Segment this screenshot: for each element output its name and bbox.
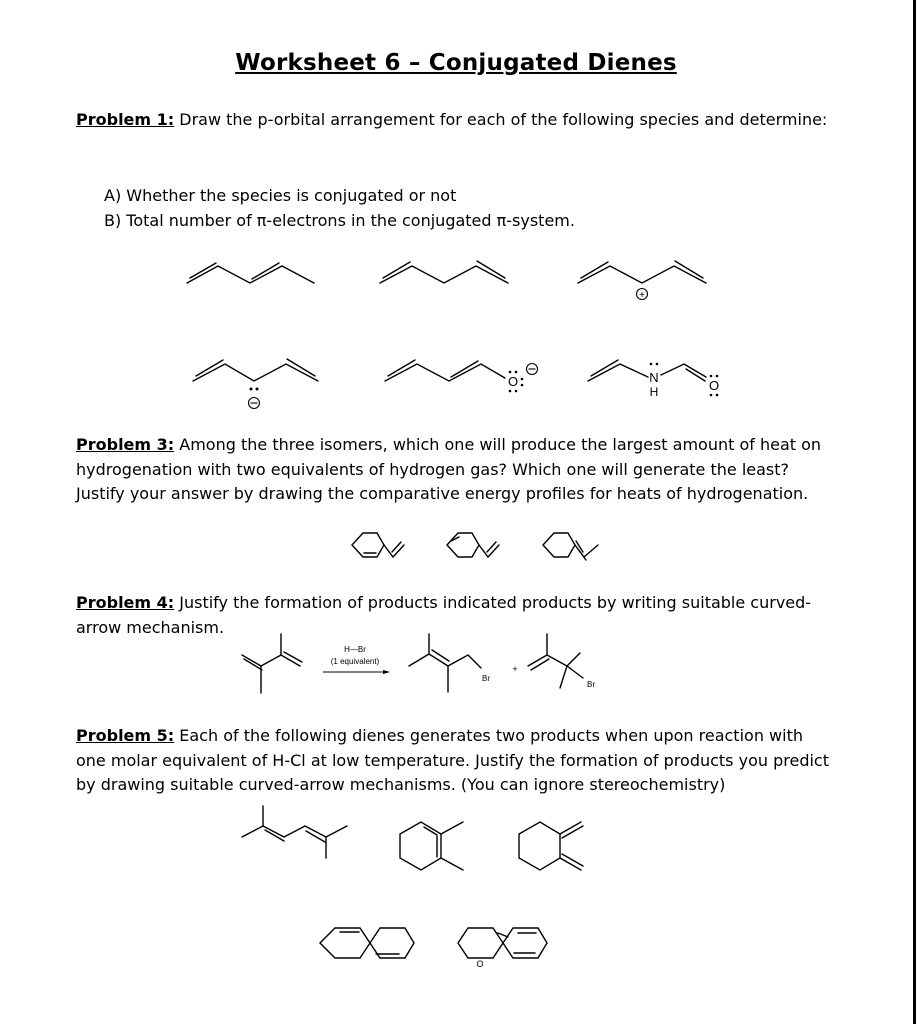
- p3-isomer-2: [447, 533, 499, 557]
- p3-isomer-1: [352, 533, 404, 557]
- p5-diene-3: [519, 822, 583, 870]
- p3-isomer-3: [543, 533, 598, 560]
- p5-diene-2: [400, 822, 463, 870]
- p1-structure-6: [588, 360, 719, 399]
- problem-5-label: Problem 5:: [76, 726, 175, 745]
- ring-oxygen-atom: O: [476, 959, 484, 969]
- p4-product-2: [528, 634, 595, 689]
- problem-1-item-b: B) Total number of π-electrons in the conjugated π-system.: [104, 211, 575, 230]
- problem-3-text: Among the three isomers, which one will produce the largest amount of heat on hydrogenation with two equivalents of hydrogen gas? Which one will generate the least? Justify your answer by drawing the comparative energy profiles for heats of hydrogenation.: [76, 435, 822, 503]
- bromine-label-1: Br: [482, 674, 490, 683]
- p5-diene-1: [242, 806, 347, 858]
- reaction-arrow-icon: [383, 670, 390, 674]
- p1-structure-5: [385, 360, 538, 392]
- problem-5-text: Each of the following dienes generates two products when upon reaction with one molar equivalent of H-Cl at low temperature. Justify the formation of products you predict by drawing suitable curved-arrow mechanisms. (You can ignore stereochemistry): [76, 726, 829, 794]
- p1-structure-4: [193, 359, 318, 409]
- p1-structure-2: [380, 261, 508, 283]
- reagent-equivalent: (1 equivalent): [330, 657, 380, 666]
- plus-sign-p4: +: [512, 664, 518, 674]
- p1-structure-1: [187, 263, 314, 283]
- p4-reagent: [323, 645, 390, 674]
- p4-reactant: [242, 634, 302, 693]
- p1-structure-3: [578, 261, 706, 301]
- problem-1-label: Problem 1:: [76, 110, 175, 129]
- problem-3-label: Problem 3:: [76, 435, 175, 454]
- problem-1-item-a: A) Whether the species is conjugated or not: [104, 186, 457, 205]
- oxygen-atom: O: [507, 374, 519, 389]
- plus-sign: +: [639, 290, 645, 301]
- problem-1-text: Draw the p-orbital arrangement for each of the following species and determine:: [179, 110, 828, 129]
- p4-product-1: [409, 634, 490, 692]
- p5-diene-4: [320, 928, 414, 958]
- bromine-label-2: Br: [587, 680, 595, 689]
- nitrogen-atom: N: [649, 370, 659, 385]
- page-title: Worksheet 6 – Conjugated Dienes: [235, 50, 677, 76]
- reagent-hbr: H—Br: [344, 645, 366, 654]
- problem-4-label: Problem 4:: [76, 593, 175, 612]
- problem-4-text: Justify the formation of products indicated products by writing suitable curved-arrow mechanism.: [76, 593, 812, 637]
- oxygen-atom-2: O: [708, 378, 720, 393]
- hydrogen-atom: H: [649, 385, 659, 399]
- p5-diene-5: [458, 928, 547, 969]
